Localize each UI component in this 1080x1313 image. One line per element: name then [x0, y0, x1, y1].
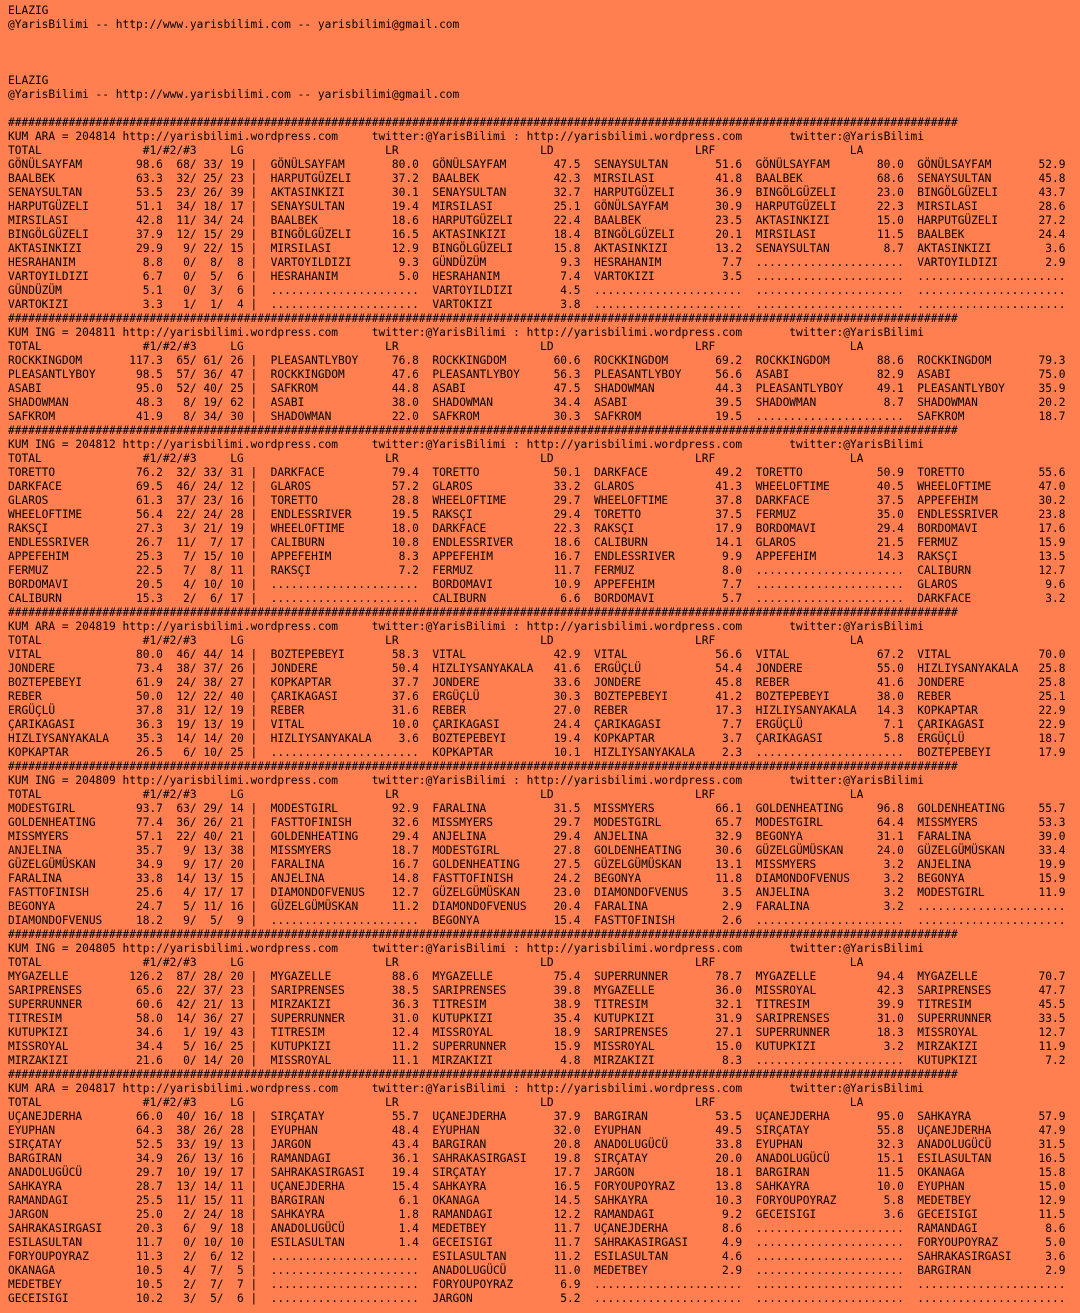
table-row: ANJELINA 35.7 9/ 13/ 38 | MISSMYERS 18.7 MODESTGIRL 27.8 GOLDENHEATING 30.6 GÜZELGÜMÜSKAN 24.0 GÜZELGÜMÜSKAN 33.4 [8, 844, 1066, 857]
table-row: MIRSILASI 42.8 11/ 34/ 24 | BAALBEK 18.6 HARPUTGÜZELI 22.4 BAALBEK 23.5 AKTASINKIZI 15.0 HARPUTGÜZELI 27.2 [8, 214, 1066, 227]
column-header: TOTAL #1/#2/#3 LG LR LD LRF LA [8, 1096, 864, 1109]
race-header: KUM ARA = 204814 http://yarisbilimi.wordpress.com twitter:@YarisBilimi : http://yarisbilimi.wordpress.com twitter:@YarisBilimi [8, 130, 925, 143]
table-row: SAHKAYRA 28.7 13/ 14/ 11 | UÇANEJDERHA 15.4 SAHKAYRA 16.5 FORYOUPOYRAZ 13.8 SAHKAYRA 10.0 EYUPHAN 15.0 [8, 1180, 1066, 1193]
table-row: ESILASULTAN 11.7 0/ 10/ 10 | ESILASULTAN 1.4 GECEISIGI 11.7 SAHRAKASIRGASI 4.9 ...................... FORYOUPOYRAZ 5.0 [8, 1236, 1066, 1249]
table-row: ERGÜÇLÜ 37.8 31/ 12/ 19 | REBER 31.6 REBER 27.0 REBER 17.3 HIZLIYSANYAKALA 14.3 KOPKAPTAR 22.9 [8, 704, 1066, 717]
table-row: SUPERRUNNER 60.6 42/ 21/ 13 | MIRZAKIZI 36.3 TITRESIM 38.9 TITRESIM 32.1 TITRESIM 39.9 TITRESIM 45.5 [8, 998, 1066, 1011]
table-row: GÜNDÜZÜM 5.1 0/ 3/ 6 | ...................... VARTOYILDIZI 4.5 ...................... ...................... ...................... [8, 284, 1066, 297]
race-header: KUM ARA = 204819 http://yarisbilimi.wordpress.com twitter:@YarisBilimi : http://yarisbilimi.wordpress.com twitter:@YarisBilimi [8, 620, 925, 633]
table-row: SENAYSULTAN 53.5 23/ 26/ 39 | AKTASINKIZI 30.1 SENAYSULTAN 32.7 HARPUTGÜZELI 36.9 BINGÖLGÜZELI 23.0 BINGÖLGÜZELI 43.7 [8, 186, 1066, 199]
table-row: GECEISIGI 10.2 3/ 5/ 6 | ...................... JARGON 5.2 ...................... ...................... ...................... [8, 1292, 1066, 1305]
table-row: GLAROS 61.3 37/ 23/ 16 | TORETTO 28.8 WHEELOFTIME 29.7 WHEELOFTIME 37.8 DARKFACE 37.5 APPEFEHIM 30.2 [8, 494, 1066, 507]
table-row: MIRZAKIZI 21.6 0/ 14/ 20 | MISSROYAL 11.1 MIRZAKIZI 4.8 MIRZAKIZI 8.3 ...................... KUTUPKIZI 7.2 [8, 1054, 1066, 1067]
table-row: KUTUPKIZI 34.6 1/ 19/ 43 | TITRESIM 12.4 MISSROYAL 18.9 SARIPRENSES 27.1 SUPERRUNNER 18.3 MISSROYAL 12.7 [8, 1026, 1066, 1039]
table-row: SHADOWMAN 48.3 8/ 19/ 62 | ASABI 38.0 SHADOWMAN 34.4 ASABI 39.5 SHADOWMAN 8.7 SHADOWMAN 20.2 [8, 396, 1066, 409]
separator-line: ############################################################################################################################################# [8, 760, 958, 773]
race-header: KUM ING = 204809 http://yarisbilimi.wordpress.com twitter:@YarisBilimi : http://yarisbilimi.wordpress.com twitter:@YarisBilimi [8, 774, 925, 787]
separator-line: ############################################################################################################################################# [8, 424, 958, 437]
table-row: OKANAGA 10.5 4/ 7/ 5 | ...................... ANADOLUGÜCÜ 11.0 MEDETBEY 2.9 ...................... BARGIRAN 2.9 [8, 1264, 1066, 1277]
blank-line [8, 46, 1080, 60]
column-header: TOTAL #1/#2/#3 LG LR LD LRF LA [8, 634, 864, 647]
table-row: TORETTO 76.2 32/ 33/ 31 | DARKFACE 79.4 TORETTO 50.1 DARKFACE 49.2 TORETTO 50.9 TORETTO 55.6 [8, 466, 1066, 479]
contact-line: @YarisBilimi -- http://www.yarisbilimi.com -- yarisbilimi@gmail.com [8, 18, 460, 31]
race-header: KUM ING = 204812 http://yarisbilimi.wordpress.com twitter:@YarisBilimi : http://yarisbilimi.wordpress.com twitter:@YarisBilimi [8, 438, 925, 451]
table-row: WHEELOFTIME 56.4 22/ 24/ 28 | ENDLESSRIVER 19.5 RAKSÇI 29.4 TORETTO 37.5 FERMUZ 35.0 ENDLESSRIVER 23.8 [8, 508, 1066, 521]
race-sections [8, 116, 1080, 1306]
column-header: TOTAL #1/#2/#3 LG LR LD LRF LA [8, 144, 864, 157]
race-header: KUM ING = 204811 http://yarisbilimi.wordpress.com twitter:@YarisBilimi : http://yarisbilimi.wordpress.com twitter:@YarisBilimi [8, 326, 925, 339]
table-row: SIRÇATAY 52.5 33/ 19/ 13 | JARGON 43.4 BARGIRAN 20.8 ANADOLUGÜCÜ 33.8 EYUPHAN 32.3 ANADOLUGÜCÜ 31.5 [8, 1138, 1066, 1151]
table-row: ÇARIKAGASI 36.3 19/ 13/ 19 | VITAL 10.0 ÇARIKAGASI 24.4 ÇARIKAGASI 7.7 ERGÜÇLÜ 7.1 ÇARIKAGASI 22.9 [8, 718, 1066, 731]
column-header: TOTAL #1/#2/#3 LG LR LD LRF LA [8, 340, 864, 353]
table-row: JARGON 25.0 2/ 24/ 18 | SAHKAYRA 1.8 RAMANDAGI 12.2 RAMANDAGI 9.2 GECEISIGI 3.6 GECEISIGI 11.5 [8, 1208, 1066, 1221]
table-row: FARALINA 33.8 14/ 13/ 15 | ANJELINA 14.8 FASTTOFINISH 24.2 BEGONYA 11.8 DIAMONDOFVENUS 3.2 BEGONYA 15.9 [8, 872, 1066, 885]
table-row: RAMANDAGI 25.5 11/ 15/ 11 | BARGIRAN 6.1 OKANAGA 14.5 SAHKAYRA 10.3 FORYOUPOYRAZ 5.8 MEDETBEY 12.9 [8, 1194, 1066, 1207]
separator-line: ############################################################################################################################################# [8, 1068, 958, 1081]
table-row: MYGAZELLE 126.2 87/ 28/ 20 | MYGAZELLE 88.6 MYGAZELLE 75.4 SUPERRUNNER 78.7 MYGAZELLE 94.4 MYGAZELLE 70.7 [8, 970, 1066, 983]
table-row: HIZLIYSANYAKALA 35.3 14/ 14/ 20 | HIZLIYSANYAKALA 3.6 BOZTEPEBEYI 19.4 KOPKAPTAR 3.7 ÇARIKAGASI 5.8 ERGÜÇLÜ 18.7 [8, 732, 1066, 745]
table-row: TITRESIM 58.0 14/ 36/ 27 | SUPERRUNNER 31.0 KUTUPKIZI 35.4 KUTUPKIZI 31.9 SARIPRENSES 31.0 SUPERRUNNER 33.5 [8, 1012, 1066, 1025]
table-row: KOPKAPTAR 26.5 6/ 10/ 25 | ...................... KOPKAPTAR 10.1 HIZLIYSANYAKALA 2.3 ...................... BOZTEPEBEYI 17.9 [8, 746, 1066, 759]
table-row: BAALBEK 63.3 32/ 25/ 23 | HARPUTGÜZELI 37.2 BAALBEK 42.3 MIRSILASI 41.8 BAALBEK 68.6 SENAYSULTAN 45.8 [8, 172, 1066, 185]
table-row: UÇANEJDERHA 66.0 40/ 16/ 18 | SIRÇATAY 55.7 UÇANEJDERHA 37.9 BARGIRAN 53.5 UÇANEJDERHA 95.0 SAHKAYRA 57.9 [8, 1110, 1066, 1123]
table-row: BORDOMAVI 20.5 4/ 10/ 10 | ...................... BORDOMAVI 10.9 APPEFEHIM 7.7 ...................... GLAROS 9.6 [8, 578, 1066, 591]
table-row: FERMUZ 22.5 7/ 8/ 11 | RAKSÇI 7.2 FERMUZ 11.7 FERMUZ 8.0 ...................... CALIBURN 12.7 [8, 564, 1066, 577]
table-row: APPEFEHIM 25.3 7/ 15/ 10 | APPEFEHIM 8.3 APPEFEHIM 16.7 ENDLESSRIVER 9.9 APPEFEHIM 14.3 RAKSÇI 13.5 [8, 550, 1066, 563]
race-header: KUM ING = 204805 http://yarisbilimi.wordpress.com twitter:@YarisBilimi : http://yarisbilimi.wordpress.com twitter:@YarisBilimi [8, 942, 925, 955]
table-row: GÖNÜLSAYFAM 98.6 68/ 33/ 19 | GÖNÜLSAYFAM 80.0 GÖNÜLSAYFAM 47.5 SENAYSULTAN 51.6 GÖNÜLSAYFAM 80.0 GÖNÜLSAYFAM 52.9 [8, 158, 1066, 171]
table-row: JONDERE 73.4 38/ 37/ 26 | JONDERE 50.4 HIZLIYSANYAKALA 41.6 ERGÜÇLÜ 54.4 JONDERE 55.0 HIZLIYSANYAKALA 25.8 [8, 662, 1066, 675]
table-row: VITAL 80.0 46/ 44/ 14 | BOZTEPEBEYI 58.3 VITAL 42.9 VITAL 56.6 VITAL 67.2 VITAL 70.0 [8, 648, 1066, 661]
page-title: ELAZIG [8, 74, 49, 87]
table-row: ASABI 95.0 52/ 40/ 25 | SAFKROM 44.8 ASABI 47.5 SHADOWMAN 44.3 PLEASANTLYBOY 49.1 PLEASANTLYBOY 35.9 [8, 382, 1066, 395]
table-row: FASTTOFINISH 25.6 4/ 17/ 17 | DIAMONDOFVENUS 12.7 GÜZELGÜMÜSKAN 23.0 DIAMONDOFVENUS 3.5 ANJELINA 3.2 MODESTGIRL 11.9 [8, 886, 1066, 899]
table-row: PLEASANTLYBOY 98.5 57/ 36/ 47 | ROCKKINGDOM 47.6 PLEASANTLYBOY 56.3 PLEASANTLYBOY 56.6 ASABI 82.9 ASABI 75.0 [8, 368, 1066, 381]
table-row: VARTOYILDIZI 6.7 0/ 5/ 6 | HESRAHANIM 5.0 HESRAHANIM 7.4 VARTOKIZI 3.5 ...................... ...................... [8, 270, 1066, 283]
table-row: ENDLESSRIVER 26.7 11/ 7/ 17 | CALIBURN 10.8 ENDLESSRIVER 18.6 CALIBURN 14.1 GLAROS 21.5 FERMUZ 15.9 [8, 536, 1066, 549]
blank-line [8, 60, 1080, 74]
separator-line: ############################################################################################################################################# [8, 606, 958, 619]
table-row: MODESTGIRL 93.7 63/ 29/ 14 | MODESTGIRL 92.9 FARALINA 31.5 MISSMYERS 66.1 GOLDENHEATING 96.8 GOLDENHEATING 55.7 [8, 802, 1066, 815]
table-row: GÜZELGÜMÜSKAN 34.9 9/ 17/ 20 | FARALINA 16.7 GOLDENHEATING 27.5 GÜZELGÜMÜSKAN 13.1 MISSMYERS 3.2 ANJELINA 19.9 [8, 858, 1066, 871]
table-row: BEGONYA 24.7 5/ 11/ 16 | GÜZELGÜMÜSKAN 11.2 DIAMONDOFVENUS 20.4 FARALINA 2.9 FARALINA 3.2 ...................... [8, 900, 1066, 913]
table-row: GOLDENHEATING 77.4 36/ 26/ 21 | FASTTOFINISH 32.6 MISSMYERS 29.7 MODESTGIRL 65.7 MODESTGIRL 64.4 MISSMYERS 53.3 [8, 816, 1066, 829]
table-row: VARTOKIZI 3.3 1/ 1/ 4 | ...................... VARTOKIZI 3.8 ...................... ...................... ...................... [8, 298, 1066, 311]
separator-line: ############################################################################################################################################# [8, 312, 958, 325]
table-row: SAHRAKASIRGASI 20.3 6/ 9/ 18 | ANADOLUGÜCÜ 1.4 MEDETBEY 11.7 UÇANEJDERHA 8.6 ...................... RAMANDAGI 8.6 [8, 1222, 1066, 1235]
table-row: SAFKROM 41.9 8/ 34/ 30 | SHADOWMAN 22.0 SAFKROM 30.3 SAFKROM 19.5 ...................... SAFKROM 18.7 [8, 410, 1066, 423]
table-row: REBER 50.0 12/ 22/ 40 | ÇARIKAGASI 37.6 ERGÜÇLÜ 30.3 BOZTEPEBEYI 41.2 BOZTEPEBEYI 38.0 REBER 25.1 [8, 690, 1066, 703]
table-row: MISSMYERS 57.1 22/ 40/ 21 | GOLDENHEATING 29.4 ANJELINA 29.4 ANJELINA 32.9 BEGONYA 31.1 FARALINA 39.0 [8, 830, 1066, 843]
table-row: HARPUTGÜZELI 51.1 34/ 18/ 17 | SENAYSULTAN 19.4 MIRSILASI 25.1 GÖNÜLSAYFAM 30.9 HARPUTGÜZELI 22.3 MIRSILASI 28.6 [8, 200, 1066, 213]
separator-line: ############################################################################################################################################# [8, 116, 958, 129]
table-row: DIAMONDOFVENUS 18.2 9/ 5/ 9 | ...................... BEGONYA 15.4 FASTTOFINISH 2.6 ...................... ...................... [8, 914, 1066, 927]
table-row: MEDETBEY 10.5 2/ 7/ 7 | ...................... FORYOUPOYRAZ 6.9 ...................... ...................... ...................... [8, 1278, 1066, 1291]
table-row: ROCKKINGDOM 117.3 65/ 61/ 26 | PLEASANTLYBOY 76.8 ROCKKINGDOM 60.6 ROCKKINGDOM 69.2 ROCKKINGDOM 88.6 ROCKKINGDOM 79.3 [8, 354, 1066, 367]
table-row: DARKFACE 69.5 46/ 24/ 12 | GLAROS 57.2 GLAROS 33.2 GLAROS 41.3 WHEELOFTIME 40.5 WHEELOFTIME 47.0 [8, 480, 1066, 493]
column-header: TOTAL #1/#2/#3 LG LR LD LRF LA [8, 788, 864, 801]
blank-line [8, 102, 1080, 116]
table-row: ANADOLUGÜCÜ 29.7 10/ 19/ 17 | SAHRAKASIRGASI 19.4 SIRÇATAY 17.7 JARGON 18.1 BARGIRAN 11.5 OKANAGA 15.8 [8, 1166, 1066, 1179]
column-header: TOTAL #1/#2/#3 LG LR LD LRF LA [8, 452, 864, 465]
table-row: CALIBURN 15.3 2/ 6/ 17 | ...................... CALIBURN 6.6 BORDOMAVI 5.7 ...................... DARKFACE 3.2 [8, 592, 1066, 605]
race-header: KUM ARA = 204817 http://yarisbilimi.wordpress.com twitter:@YarisBilimi : http://yarisbilimi.wordpress.com twitter:@YarisBilimi [8, 1082, 925, 1095]
table-row: MISSROYAL 34.4 5/ 16/ 25 | KUTUPKIZI 11.2 SUPERRUNNER 15.9 MISSROYAL 15.0 KUTUPKIZI 3.2 MIRZAKIZI 11.9 [8, 1040, 1066, 1053]
table-row: SARIPRENSES 65.6 22/ 37/ 23 | SARIPRENSES 38.5 SARIPRENSES 39.8 MYGAZELLE 36.0 MISSROYAL 42.3 SARIPRENSES 47.7 [8, 984, 1066, 997]
page-title: ELAZIG [8, 4, 49, 17]
table-row: AKTASINKIZI 29.9 9/ 22/ 15 | MIRSILASI 12.9 BINGÖLGÜZELI 15.8 AKTASINKIZI 13.2 SENAYSULTAN 8.7 AKTASINKIZI 3.6 [8, 242, 1066, 255]
separator-line: ############################################################################################################################################# [8, 928, 958, 941]
table-row: RAKSÇI 27.3 3/ 21/ 19 | WHEELOFTIME 18.0 DARKFACE 22.3 RAKSÇI 17.9 BORDOMAVI 29.4 BORDOMAVI 17.6 [8, 522, 1066, 535]
column-header: TOTAL #1/#2/#3 LG LR LD LRF LA [8, 956, 864, 969]
contact-line: @YarisBilimi -- http://www.yarisbilimi.com -- yarisbilimi@gmail.com [8, 88, 460, 101]
table-row: FORYOUPOYRAZ 11.3 2/ 6/ 12 | ...................... ESILASULTAN 11.2 ESILASULTAN 4.6 ...................... SAHRAKASIRGASI 3.6 [8, 1250, 1066, 1263]
table-row: BARGIRAN 34.9 26/ 13/ 16 | RAMANDAGI 36.1 SAHRAKASIRGASI 19.8 SIRÇATAY 20.0 ANADOLUGÜCÜ 15.1 ESILASULTAN 16.5 [8, 1152, 1066, 1165]
table-row: HESRAHANIM 8.8 0/ 8/ 8 | VARTOYILDIZI 9.3 GÜNDÜZÜM 9.3 HESRAHANIM 7.7 ...................... VARTOYILDIZI 2.9 [8, 256, 1066, 269]
table-row: BINGÖLGÜZELI 37.9 12/ 15/ 29 | BINGÖLGÜZELI 16.5 AKTASINKIZI 18.4 BINGÖLGÜZELI 20.1 MIRSILASI 11.5 BAALBEK 24.4 [8, 228, 1066, 241]
table-row: EYUPHAN 64.3 38/ 26/ 28 | EYUPHAN 48.4 EYUPHAN 32.0 EYUPHAN 49.5 SIRÇATAY 55.8 UÇANEJDERHA 47.9 [8, 1124, 1066, 1137]
blank-line [8, 32, 1080, 46]
table-row: BOZTEPEBEYI 61.9 24/ 38/ 27 | KOPKAPTAR 37.7 JONDERE 33.6 JONDERE 45.8 REBER 41.6 JONDERE 25.8 [8, 676, 1066, 689]
